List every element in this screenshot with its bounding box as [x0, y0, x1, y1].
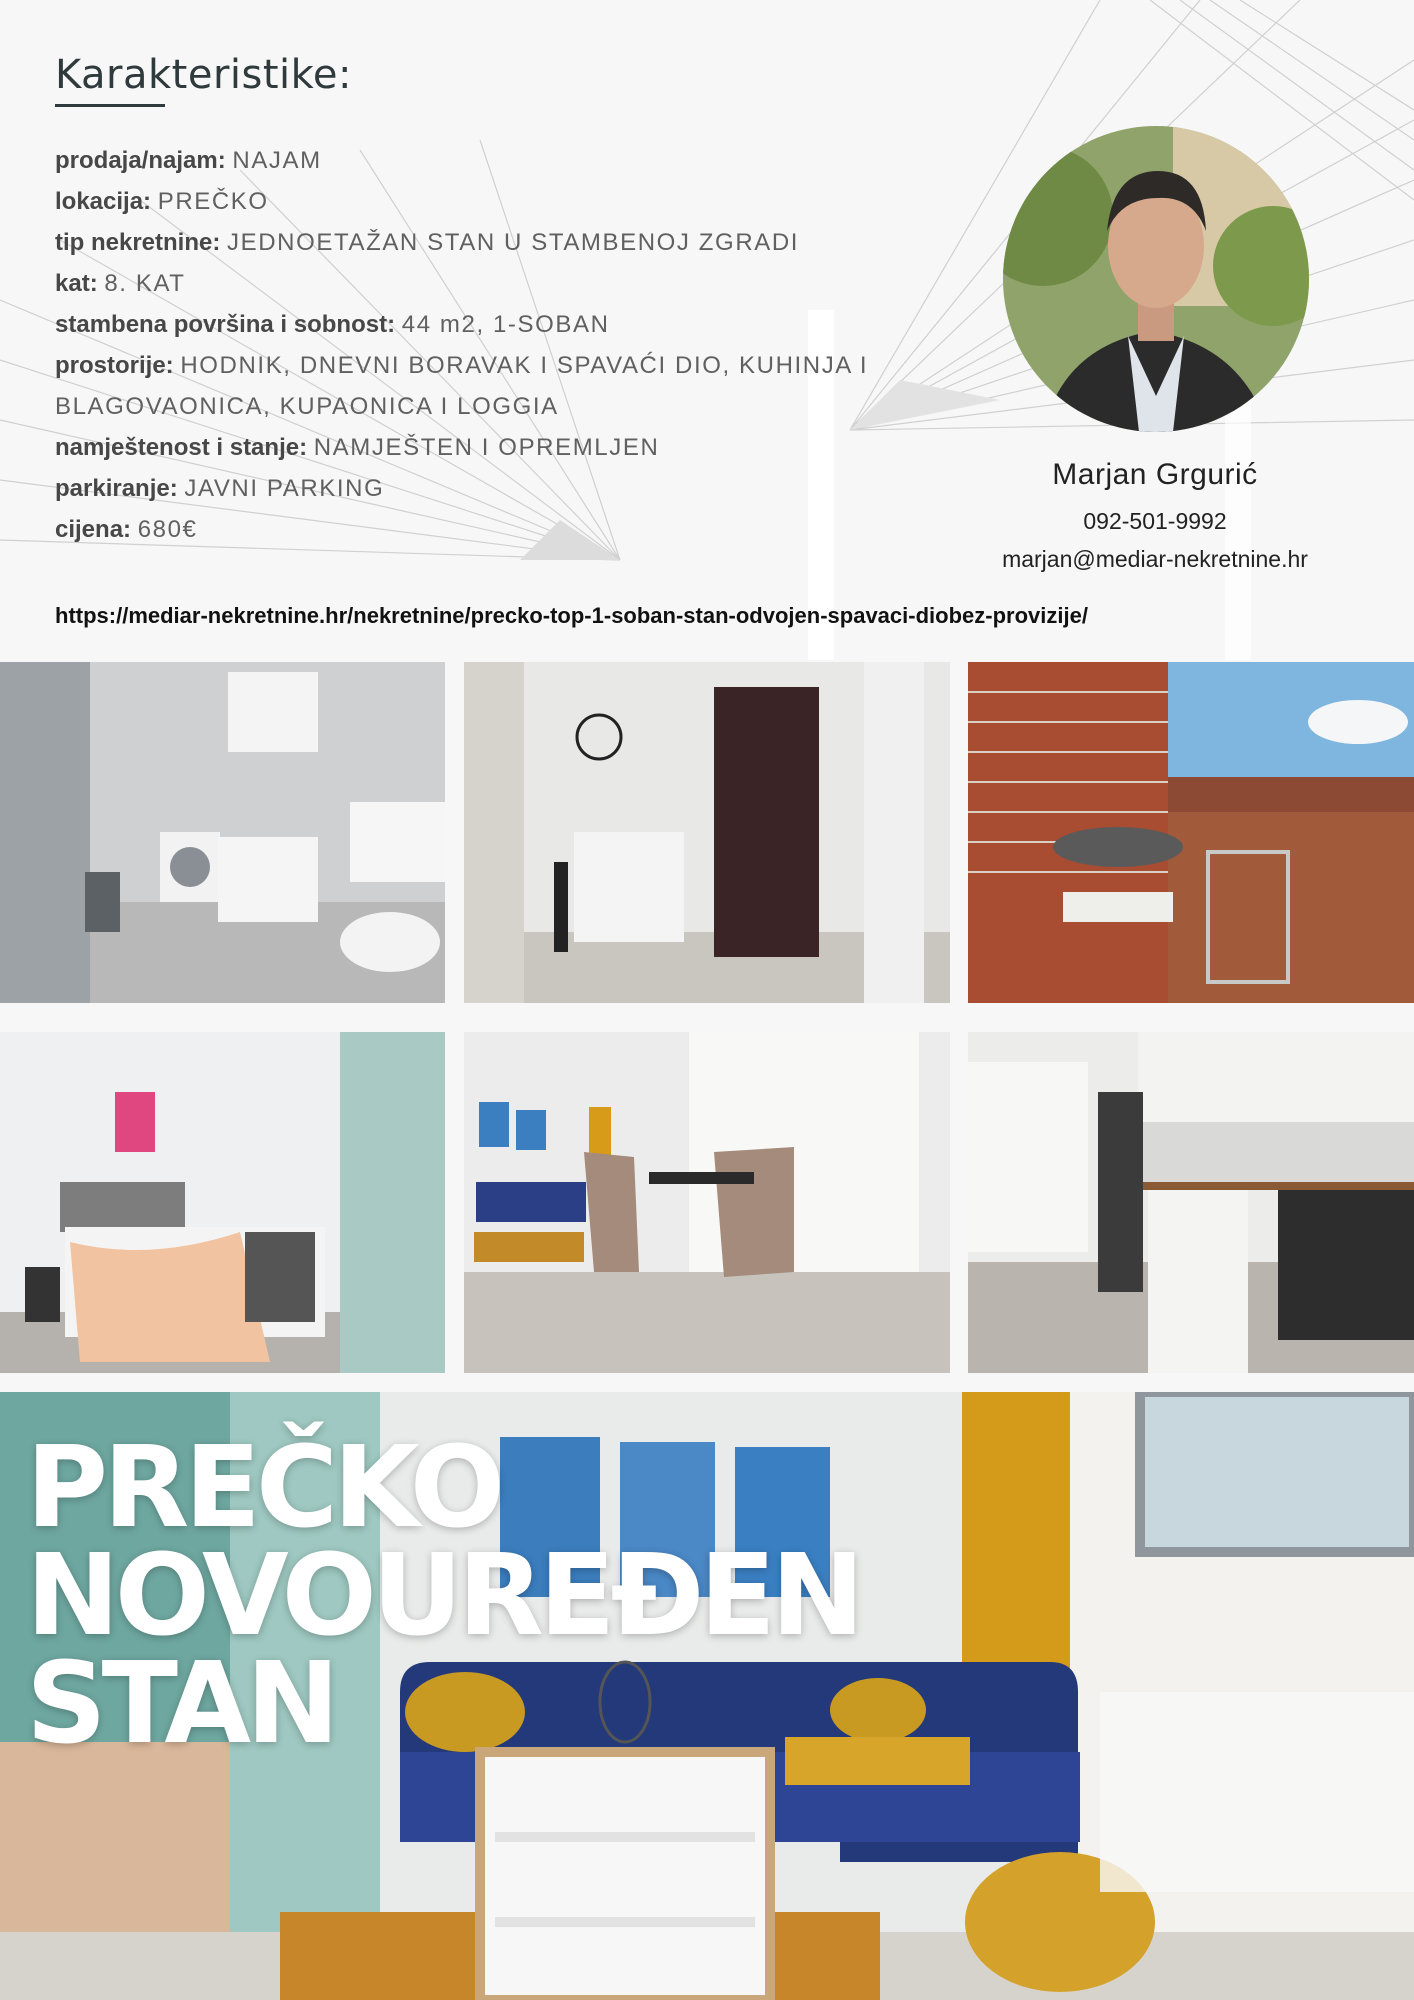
feature-key: stambena površina i sobnost:	[55, 311, 396, 338]
features-list	[55, 140, 971, 550]
feature-rooms	[55, 345, 971, 386]
hero-title-line: NOVOUREĐEN	[26, 1531, 860, 1661]
agent-phone[interactable]: 092-501-9992	[1083, 508, 1227, 534]
feature-key: namještenost i stanje:	[55, 434, 308, 461]
agent-name: Marjan Grgurić	[1052, 458, 1258, 491]
feature-value: 680€	[137, 516, 198, 543]
feature-floor	[55, 263, 971, 304]
feature-key: tip nekretnine:	[55, 229, 221, 256]
feature-value: 44 m2, 1-SOBAN	[401, 311, 610, 338]
bathroom-photo	[0, 662, 445, 1003]
hero-title-line: PREČKO	[26, 1423, 500, 1553]
feature-location	[55, 181, 971, 222]
listing-url-link[interactable]: https://mediar-nekretnine.hr/nekretnine/precko-top-1-soban-stan-odvojen-spavaci-diobez-provizije/	[55, 603, 1088, 628]
loggia-photo	[968, 662, 1414, 1003]
agent-email[interactable]: marjan@mediar-nekretnine.hr	[1002, 546, 1308, 572]
feature-key: cijena:	[55, 516, 132, 543]
feature-sale-rent	[55, 140, 971, 181]
feature-rooms-continued	[55, 386, 971, 427]
feature-key: kat:	[55, 270, 98, 297]
feature-key: prostorije:	[55, 352, 174, 379]
hero-title	[26, 1423, 860, 1769]
feature-key: parkiranje:	[55, 475, 178, 502]
feature-price	[55, 509, 971, 550]
feature-value: BLAGOVAONICA, KUPAONICA I LOGGIA	[55, 393, 559, 420]
feature-value: 8. KAT	[104, 270, 186, 297]
kitchen-photo	[968, 1032, 1414, 1373]
feature-furnishing	[55, 427, 971, 468]
section-heading: Karakteristike:	[55, 52, 352, 98]
feature-value: JEDNOETAŽAN STAN U STAMBENOJ ZGRADI	[227, 229, 800, 256]
hallway-photo	[464, 662, 950, 1003]
agent-photo	[1003, 126, 1309, 432]
feature-property-type	[55, 222, 971, 263]
heading-underline	[55, 104, 165, 107]
hero-title-line: STAN	[26, 1639, 335, 1769]
feature-key: lokacija:	[55, 188, 152, 215]
feature-value: PREČKO	[157, 188, 269, 215]
feature-value: HODNIK, DNEVNI BORAVAK I SPAVAĆI DIO, KUHINJA I	[180, 352, 869, 379]
feature-area-rooms	[55, 304, 971, 345]
feature-parking	[55, 468, 971, 509]
feature-value: NAJAM	[232, 147, 322, 174]
bedroom-photo	[0, 1032, 445, 1373]
feature-key: prodaja/najam:	[55, 147, 226, 174]
dining-photo	[464, 1032, 950, 1373]
feature-value: JAVNI PARKING	[184, 475, 385, 502]
feature-value: NAMJEŠTEN I OPREMLJEN	[313, 434, 660, 461]
